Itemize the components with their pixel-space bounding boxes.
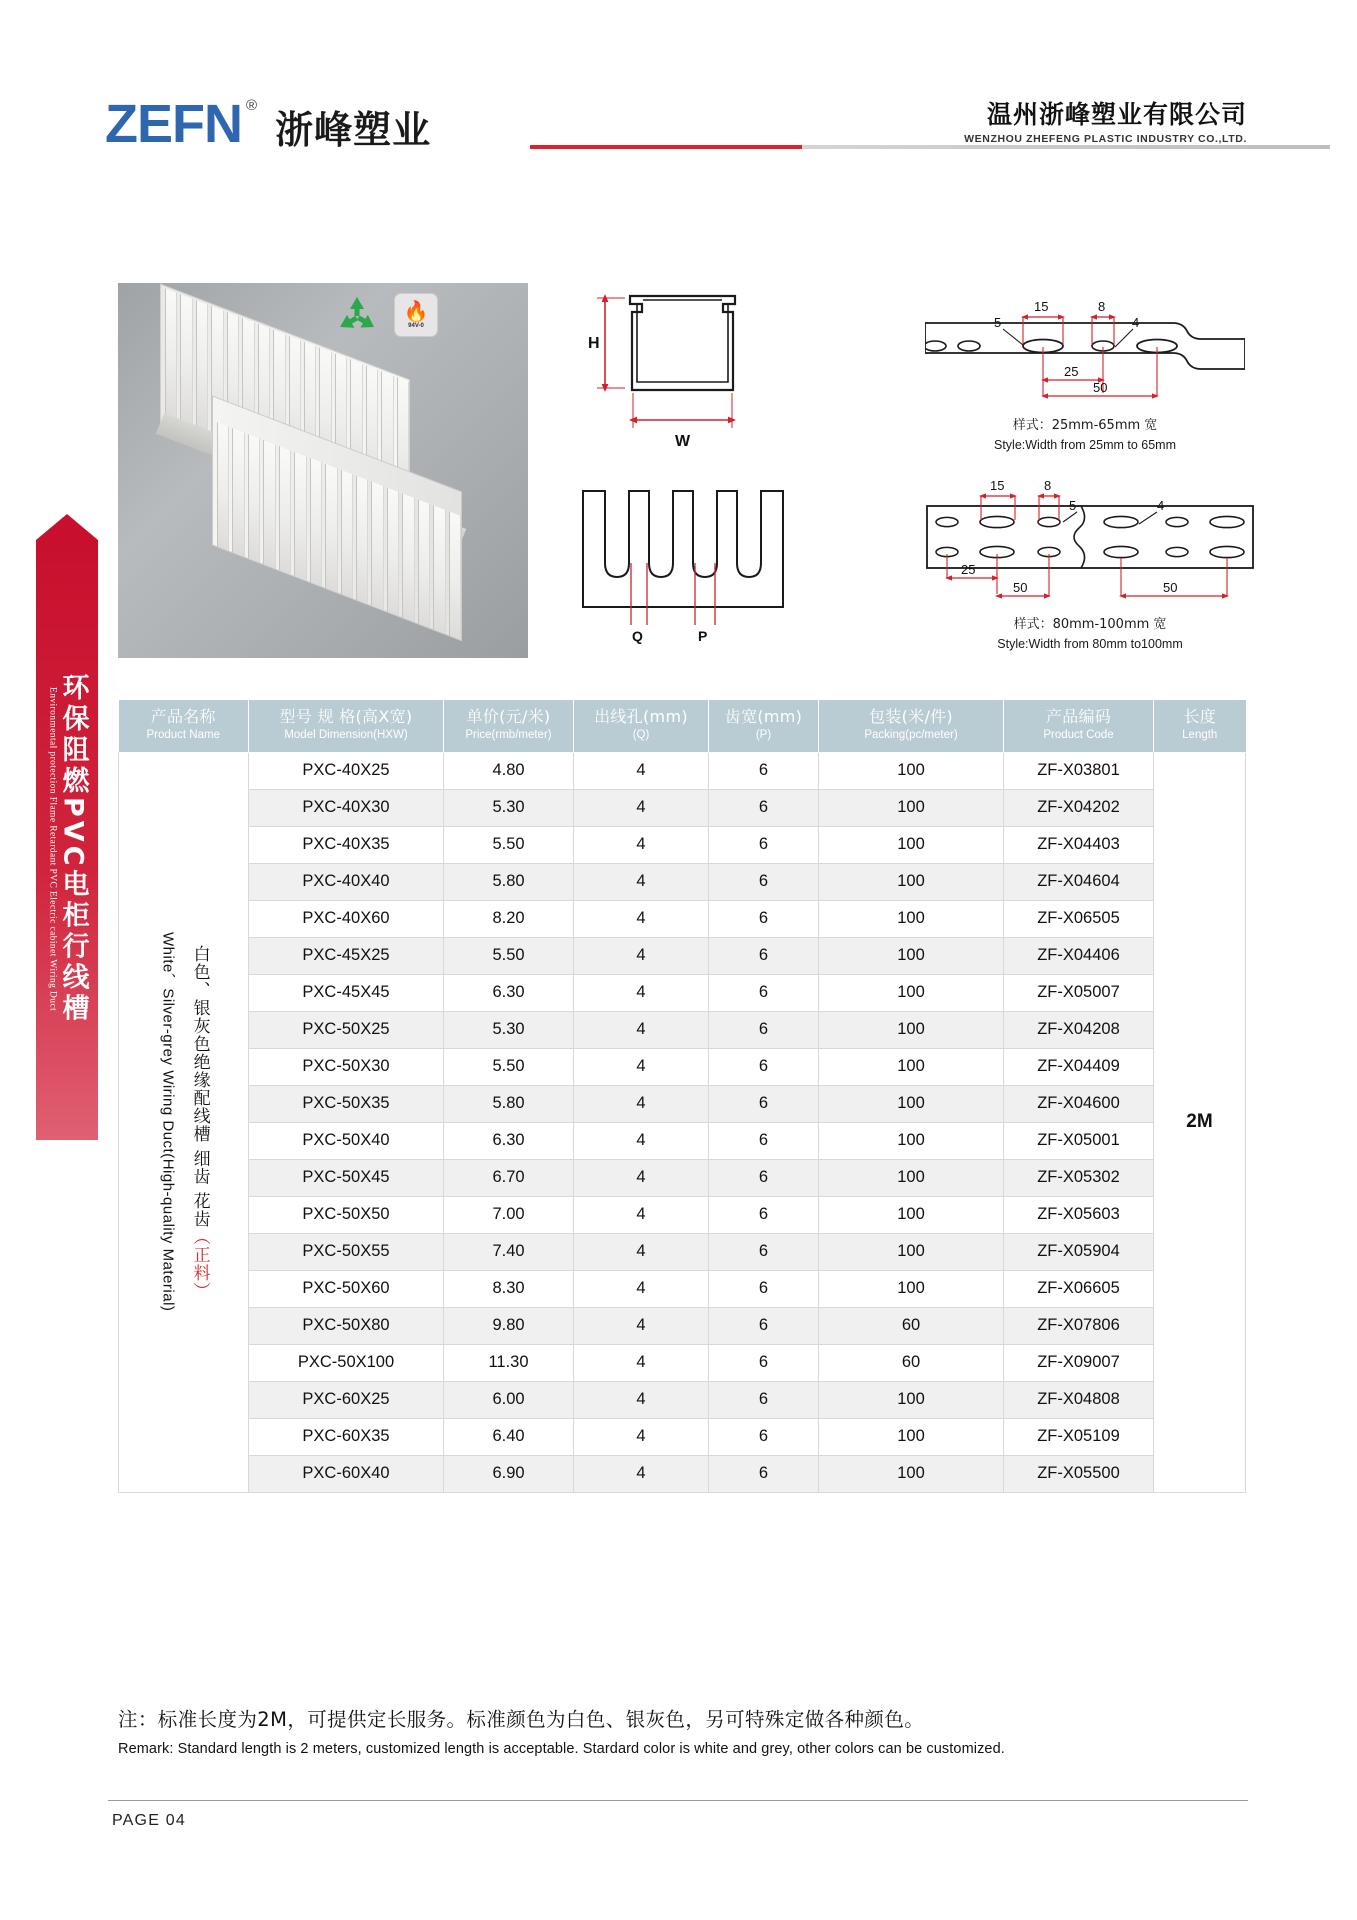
side-tab-title-cn: 环保阻燃PVC电柜行线槽 bbox=[57, 673, 89, 1025]
logo-chinese-name: 浙峰塑业 bbox=[275, 108, 432, 153]
cell-product-code: ZF-X09007 bbox=[1004, 1344, 1154, 1381]
cell-tooth-width: 6 bbox=[709, 1122, 819, 1159]
cell-packing: 100 bbox=[819, 974, 1004, 1011]
table-row bbox=[119, 863, 1246, 900]
cell-tooth-width: 6 bbox=[709, 937, 819, 974]
table-row bbox=[119, 974, 1246, 1011]
cell-tooth-width: 6 bbox=[709, 900, 819, 937]
cell-product-code: ZF-X04808 bbox=[1004, 1381, 1154, 1418]
dim2-4-label: 4 bbox=[1157, 498, 1165, 513]
cell-model: PXC-40X35 bbox=[249, 826, 444, 863]
col-price-en: Price(rmb/meter) bbox=[465, 729, 552, 742]
cell-outlet-hole: 4 bbox=[574, 1196, 709, 1233]
cell-tooth-width: 6 bbox=[709, 1085, 819, 1122]
cell-outlet-hole: 4 bbox=[574, 1233, 709, 1270]
registered-trademark-icon: ® bbox=[246, 97, 258, 114]
style1-caption-en: Style:Width from 25mm to 65mm bbox=[994, 437, 1176, 452]
cell-price: 6.90 bbox=[444, 1455, 574, 1492]
cell-product-code: ZF-X05001 bbox=[1004, 1122, 1154, 1159]
cell-packing: 100 bbox=[819, 937, 1004, 974]
cell-model: PXC-60X35 bbox=[249, 1418, 444, 1455]
flame-rating-label: 94V-0 bbox=[408, 322, 424, 329]
table-row bbox=[119, 937, 1246, 974]
table-row bbox=[119, 1048, 1246, 1085]
cell-packing: 100 bbox=[819, 1233, 1004, 1270]
page-number: PAGE 04 bbox=[112, 1812, 186, 1829]
cell-price: 5.30 bbox=[444, 1011, 574, 1048]
dim2-50b-label: 50 bbox=[1163, 580, 1178, 595]
cell-price: 5.50 bbox=[444, 937, 574, 974]
cell-product-code: ZF-X06505 bbox=[1004, 900, 1154, 937]
cell-tooth-width: 6 bbox=[709, 1233, 819, 1270]
company-name-cn: 温州浙峰塑业有限公司 bbox=[986, 100, 1247, 129]
table-row bbox=[119, 1122, 1246, 1159]
table-row bbox=[119, 789, 1246, 826]
product-name-cn bbox=[188, 945, 209, 1300]
cell-product-code: ZF-X04604 bbox=[1004, 863, 1154, 900]
category-side-tab bbox=[36, 540, 98, 1140]
cell-tooth-width: 6 bbox=[709, 1196, 819, 1233]
cell-price: 6.70 bbox=[444, 1159, 574, 1196]
duct-front-fins bbox=[217, 422, 461, 640]
side-tab-title-en: Environmental protection Flame Retardant PVC Electric cabinet Wiring Duct bbox=[47, 686, 58, 1012]
cell-outlet-hole: 4 bbox=[574, 1048, 709, 1085]
table-row bbox=[119, 1455, 1246, 1492]
length-value: 2M bbox=[1186, 1111, 1213, 1133]
col-product-code-en: Product Code bbox=[1043, 729, 1114, 742]
table-row bbox=[119, 826, 1246, 863]
table-header-row bbox=[119, 700, 1246, 752]
product-spec-table bbox=[118, 700, 1246, 1493]
table-row bbox=[119, 1418, 1246, 1455]
cell-outlet-hole: 4 bbox=[574, 1381, 709, 1418]
cell-model: PXC-50X40 bbox=[249, 1122, 444, 1159]
cell-model: PXC-50X30 bbox=[249, 1048, 444, 1085]
length-cell bbox=[1154, 752, 1246, 1492]
cell-outlet-hole: 4 bbox=[574, 752, 709, 789]
remark-text-en: Remark: Standard length is 2 meters, customized length is acceptable. Stardard color is white and grey, other colors can be customized. bbox=[118, 1741, 1005, 1758]
cell-model: PXC-50X60 bbox=[249, 1270, 444, 1307]
cell-outlet-hole: 4 bbox=[574, 1011, 709, 1048]
product-name-cell bbox=[119, 752, 249, 1492]
col-product-name-en: Product Name bbox=[146, 729, 220, 742]
cell-product-code: ZF-X04208 bbox=[1004, 1011, 1154, 1048]
dim-5-label: 5 bbox=[994, 315, 1002, 330]
cell-model: PXC-45X25 bbox=[249, 937, 444, 974]
dim2-25-label: 25 bbox=[961, 562, 976, 577]
table-row bbox=[119, 1233, 1246, 1270]
cell-packing: 60 bbox=[819, 1307, 1004, 1344]
style2-caption-en: Style:Width from 80mm to100mm bbox=[997, 636, 1183, 651]
cell-packing: 100 bbox=[819, 1270, 1004, 1307]
cell-outlet-hole: 4 bbox=[574, 1418, 709, 1455]
cell-product-code: ZF-X05109 bbox=[1004, 1418, 1154, 1455]
cell-tooth-width: 6 bbox=[709, 752, 819, 789]
header-divider-rule bbox=[530, 145, 1330, 149]
col-packing-cn: 包装(米/件) bbox=[869, 707, 953, 726]
cell-packing: 100 bbox=[819, 1455, 1004, 1492]
col-product-name bbox=[119, 700, 249, 752]
col-tooth-width-en: (P) bbox=[755, 729, 772, 742]
cell-model: PXC-50X50 bbox=[249, 1196, 444, 1233]
cell-tooth-width: 6 bbox=[709, 1307, 819, 1344]
cell-price: 8.30 bbox=[444, 1270, 574, 1307]
cell-model: PXC-50X25 bbox=[249, 1011, 444, 1048]
cell-model: PXC-45X45 bbox=[249, 974, 444, 1011]
cell-packing: 100 bbox=[819, 1418, 1004, 1455]
cell-model: PXC-50X35 bbox=[249, 1085, 444, 1122]
flame-glyph: 🔥 bbox=[403, 300, 429, 323]
cell-packing: 100 bbox=[819, 752, 1004, 789]
col-product-code-cn: 产品编码 bbox=[1045, 707, 1112, 726]
cell-model: PXC-60X25 bbox=[249, 1381, 444, 1418]
dim2-5-label: 5 bbox=[1069, 498, 1077, 513]
col-length-en: Length bbox=[1182, 729, 1218, 742]
cell-packing: 100 bbox=[819, 1085, 1004, 1122]
col-model-dimension bbox=[249, 700, 444, 752]
cell-price: 5.80 bbox=[444, 1085, 574, 1122]
cell-model: PXC-50X55 bbox=[249, 1233, 444, 1270]
table-row bbox=[119, 1085, 1246, 1122]
cell-tooth-width: 6 bbox=[709, 863, 819, 900]
cell-price: 6.00 bbox=[444, 1381, 574, 1418]
flame-retardant-icon bbox=[394, 293, 438, 337]
cell-packing: 100 bbox=[819, 900, 1004, 937]
logo-wordmark: ZEFN bbox=[105, 94, 242, 154]
dim-4-label: 4 bbox=[1132, 315, 1140, 330]
col-model-dimension-en: Model Dimension(HXW) bbox=[284, 729, 408, 742]
cell-price: 6.30 bbox=[444, 1122, 574, 1159]
cell-price: 9.80 bbox=[444, 1307, 574, 1344]
table-row bbox=[119, 1159, 1246, 1196]
col-packing-en: Packing(pc/meter) bbox=[864, 729, 958, 742]
col-model-dimension-cn: 型号 规 格(高X宽) bbox=[279, 707, 413, 726]
teeth-p-label: P bbox=[698, 628, 708, 644]
table-row bbox=[119, 1381, 1246, 1418]
cell-product-code: ZF-X04409 bbox=[1004, 1048, 1154, 1085]
cell-outlet-hole: 4 bbox=[574, 1085, 709, 1122]
cell-packing: 100 bbox=[819, 1159, 1004, 1196]
dim-15-label: 15 bbox=[1034, 299, 1049, 314]
company-name-en: WENZHOU ZHEFENG PLASTIC INDUSTRY CO.,LTD. bbox=[964, 133, 1247, 146]
col-outlet-hole-cn: 出线孔(mm) bbox=[594, 707, 688, 726]
cell-price: 5.50 bbox=[444, 1048, 574, 1085]
cell-packing: 100 bbox=[819, 863, 1004, 900]
cell-price: 5.30 bbox=[444, 789, 574, 826]
cell-product-code: ZF-X05603 bbox=[1004, 1196, 1154, 1233]
cell-tooth-width: 6 bbox=[709, 1455, 819, 1492]
cell-product-code: ZF-X05904 bbox=[1004, 1233, 1154, 1270]
cell-tooth-width: 6 bbox=[709, 1270, 819, 1307]
cell-tooth-width: 6 bbox=[709, 1159, 819, 1196]
cell-outlet-hole: 4 bbox=[574, 789, 709, 826]
cell-packing: 100 bbox=[819, 1381, 1004, 1418]
cell-packing: 100 bbox=[819, 1122, 1004, 1159]
dim-25-label: 25 bbox=[1064, 364, 1079, 379]
product-name-cn-note: （正料） bbox=[189, 1227, 210, 1300]
cell-tooth-width: 6 bbox=[709, 1381, 819, 1418]
profile-height-label: H bbox=[588, 335, 600, 352]
remark-text-cn: 注：标准长度为2M，可提供定长服务。标准颜色为白色、银灰色，另可特殊定做各种颜色。 bbox=[118, 1708, 925, 1731]
cell-price: 5.80 bbox=[444, 863, 574, 900]
col-tooth-width bbox=[709, 700, 819, 752]
cell-outlet-hole: 4 bbox=[574, 1159, 709, 1196]
cell-model: PXC-50X45 bbox=[249, 1159, 444, 1196]
cell-outlet-hole: 4 bbox=[574, 1455, 709, 1492]
cell-price: 6.40 bbox=[444, 1418, 574, 1455]
table-row bbox=[119, 1270, 1246, 1307]
cell-model: PXC-60X40 bbox=[249, 1455, 444, 1492]
col-length bbox=[1154, 700, 1246, 752]
col-price-cn: 单价(元/米) bbox=[466, 707, 551, 726]
style1-caption bbox=[925, 416, 1245, 454]
cell-price: 4.80 bbox=[444, 752, 574, 789]
profile-width-label: W bbox=[675, 433, 691, 450]
cell-product-code: ZF-X05007 bbox=[1004, 974, 1154, 1011]
table-row bbox=[119, 1344, 1246, 1381]
cell-tooth-width: 6 bbox=[709, 1418, 819, 1455]
cell-tooth-width: 6 bbox=[709, 1048, 819, 1085]
product-name-cn-main: 白色、银灰色绝缘配线槽 细齿 花齿 bbox=[189, 944, 210, 1228]
cell-price: 11.30 bbox=[444, 1344, 574, 1381]
style2-caption bbox=[925, 615, 1255, 653]
remark-block bbox=[118, 1705, 1248, 1757]
cell-outlet-hole: 4 bbox=[574, 900, 709, 937]
product-photo bbox=[118, 283, 528, 658]
cell-product-code: ZF-X06605 bbox=[1004, 1270, 1154, 1307]
cell-model: PXC-40X40 bbox=[249, 863, 444, 900]
cell-product-code: ZF-X04403 bbox=[1004, 826, 1154, 863]
cell-price: 8.20 bbox=[444, 900, 574, 937]
cell-outlet-hole: 4 bbox=[574, 1344, 709, 1381]
cell-tooth-width: 6 bbox=[709, 789, 819, 826]
col-price bbox=[444, 700, 574, 752]
cell-product-code: ZF-X04406 bbox=[1004, 937, 1154, 974]
cell-product-code: ZF-X07806 bbox=[1004, 1307, 1154, 1344]
cell-packing: 100 bbox=[819, 1011, 1004, 1048]
col-tooth-width-cn: 齿宽(mm) bbox=[724, 707, 803, 726]
cell-price: 7.00 bbox=[444, 1196, 574, 1233]
col-packing bbox=[819, 700, 1004, 752]
dim-8-label: 8 bbox=[1098, 299, 1106, 314]
col-product-name-cn: 产品名称 bbox=[150, 707, 216, 726]
cell-outlet-hole: 4 bbox=[574, 1270, 709, 1307]
cell-packing: 100 bbox=[819, 826, 1004, 863]
cell-product-code: ZF-X05500 bbox=[1004, 1455, 1154, 1492]
dim2-15-label: 15 bbox=[990, 478, 1005, 493]
cell-model: PXC-50X100 bbox=[249, 1344, 444, 1381]
cell-tooth-width: 6 bbox=[709, 826, 819, 863]
company-identity bbox=[964, 99, 1247, 145]
cell-packing: 100 bbox=[819, 789, 1004, 826]
dim-50-label: 50 bbox=[1093, 380, 1108, 395]
teeth-q-label: Q bbox=[632, 628, 643, 644]
dim2-50a-label: 50 bbox=[1013, 580, 1028, 595]
table-row bbox=[119, 1196, 1246, 1233]
cell-product-code: ZF-X04202 bbox=[1004, 789, 1154, 826]
cell-model: PXC-50X80 bbox=[249, 1307, 444, 1344]
cell-product-code: ZF-X04600 bbox=[1004, 1085, 1154, 1122]
dim2-8-label: 8 bbox=[1044, 478, 1052, 493]
product-name-en: White、Silver-grey Wiring Duct(High-quality Material) bbox=[159, 932, 177, 1312]
cell-outlet-hole: 4 bbox=[574, 937, 709, 974]
style2-caption-cn: 样式：80mm-100mm 宽 bbox=[1013, 617, 1167, 632]
brand-logo bbox=[105, 94, 432, 154]
col-outlet-hole-en: (Q) bbox=[632, 729, 650, 742]
cell-tooth-width: 6 bbox=[709, 974, 819, 1011]
cell-price: 5.50 bbox=[444, 826, 574, 863]
wiring-duct-illustration bbox=[160, 283, 460, 643]
page-header bbox=[0, 95, 1357, 173]
cell-outlet-hole: 4 bbox=[574, 863, 709, 900]
table-row bbox=[119, 752, 1246, 789]
footer-divider bbox=[108, 1800, 1248, 1801]
teeth-spacing-diagram bbox=[575, 485, 805, 660]
cell-outlet-hole: 4 bbox=[574, 1122, 709, 1159]
style-diagram-80-100 bbox=[925, 470, 1255, 670]
style-diagram-25-65 bbox=[925, 283, 1245, 453]
cell-price: 6.30 bbox=[444, 974, 574, 1011]
cell-packing: 60 bbox=[819, 1344, 1004, 1381]
table-row bbox=[119, 1011, 1246, 1048]
table-body bbox=[119, 752, 1246, 1492]
recycle-icon bbox=[334, 293, 380, 337]
cell-product-code: ZF-X05302 bbox=[1004, 1159, 1154, 1196]
cell-packing: 100 bbox=[819, 1048, 1004, 1085]
cell-model: PXC-40X25 bbox=[249, 752, 444, 789]
col-product-code bbox=[1004, 700, 1154, 752]
cell-model: PXC-40X60 bbox=[249, 900, 444, 937]
table-row bbox=[119, 900, 1246, 937]
cell-outlet-hole: 4 bbox=[574, 1307, 709, 1344]
cell-packing: 100 bbox=[819, 1196, 1004, 1233]
table-row bbox=[119, 1307, 1246, 1344]
cell-outlet-hole: 4 bbox=[574, 974, 709, 1011]
cell-product-code: ZF-X03801 bbox=[1004, 752, 1154, 789]
cell-model: PXC-40X30 bbox=[249, 789, 444, 826]
cross-section-diagram bbox=[575, 278, 795, 478]
cell-tooth-width: 6 bbox=[709, 1344, 819, 1381]
style1-caption-cn: 样式：25mm-65mm 宽 bbox=[1012, 418, 1158, 433]
col-outlet-hole bbox=[574, 700, 709, 752]
cell-price: 7.40 bbox=[444, 1233, 574, 1270]
col-length-cn: 长度 bbox=[1183, 707, 1217, 726]
cell-tooth-width: 6 bbox=[709, 1011, 819, 1048]
cell-outlet-hole: 4 bbox=[574, 826, 709, 863]
